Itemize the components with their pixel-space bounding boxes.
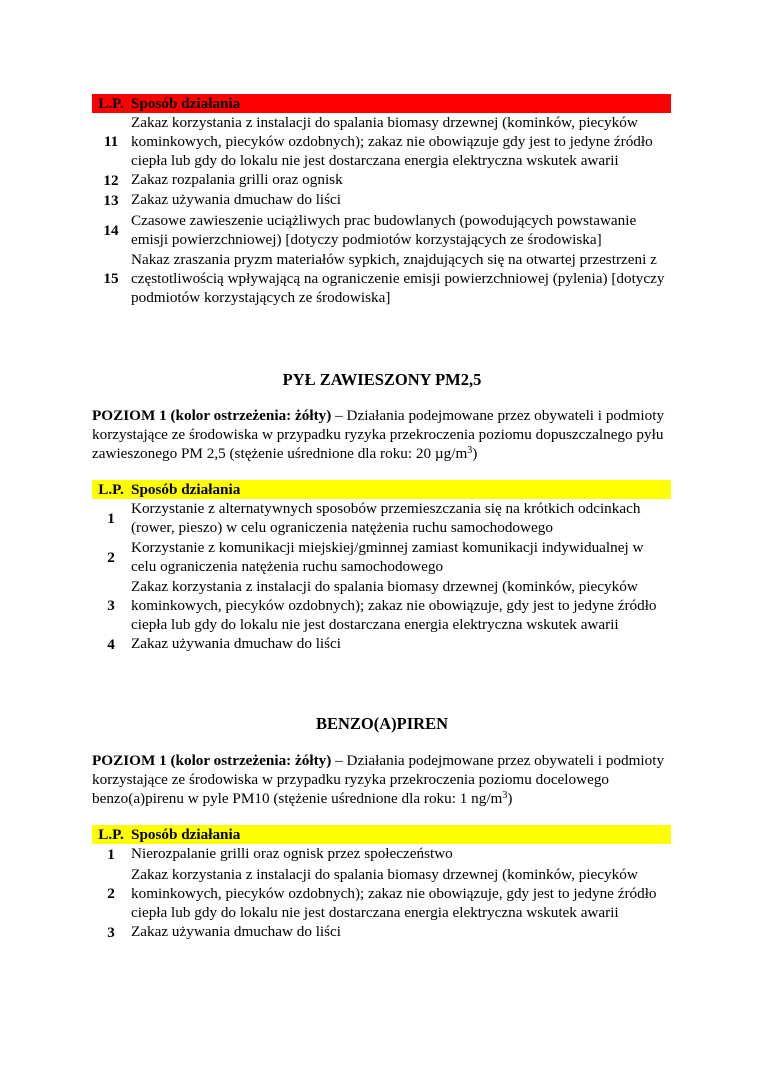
row-number: 3 (107, 924, 115, 941)
row-text: Nakaz zraszania pryzm materiałów sypkich, znajdujących się na otwartej przestrzeni z częstotliwością wpływającą na ograniczenie emisji powierzchniowej (pylenia) [dotyczy podmiotów korzystających ze środowiska] (131, 251, 665, 306)
row-number: 11 (103, 133, 119, 150)
measures-table-pm25 (92, 480, 671, 655)
section-heading-bap: BENZO(A)PIREN (315, 714, 448, 733)
table-header (92, 94, 671, 113)
level-label: POZIOM 1 (kolor ostrzeżenia: żółty) (92, 407, 332, 424)
table-row (92, 113, 671, 170)
unit-superscript: 3 (502, 790, 508, 801)
row-number: 1 (107, 846, 115, 863)
row-number: 3 (107, 597, 115, 614)
row-number: 4 (107, 636, 115, 653)
table-row (92, 170, 671, 190)
method-header: Sposób działania (131, 95, 241, 112)
row-text: Zakaz korzystania z instalacji do spalania biomasy drzewnej (kominków, piecyków kominkowych, piecyków ozdobnych); zakaz nie obowiązuje, gdy jest to jedyne źródło ciepła lub gdy do lokalu nie jest dostarczana energia elektryczna wskutek awarii (131, 578, 657, 633)
section-heading-pm25: PYŁ ZAWIESZONY PM2,5 (282, 370, 482, 389)
table-row (92, 211, 671, 250)
row-text: Zakaz używania dmuchaw do liści (131, 923, 342, 940)
row-text: Zakaz rozpalania grilli oraz ognisk (131, 171, 343, 188)
table-row (92, 865, 671, 922)
row-number: 14 (103, 222, 119, 239)
table-row (92, 844, 671, 865)
table-row (92, 577, 671, 634)
table-row (92, 250, 671, 307)
row-number: 13 (103, 192, 119, 209)
measures-table-red (92, 94, 671, 307)
level-text: – Działania podejmowane przez obywateli i podmioty korzystające ze środowiska w przypadku ryzyka przekroczenia poziomu dopuszczalnego pyłu zawieszonego PM 2,5 (stężenie uśrednione dla roku: 20 µg/m (92, 407, 665, 462)
measures-table-bap (92, 825, 671, 943)
table-row (92, 922, 671, 943)
table-row (92, 190, 671, 211)
row-number: 1 (107, 510, 115, 527)
lp-header: L.P. (98, 481, 124, 498)
method-header: Sposób działania (131, 481, 241, 498)
row-text: Zakaz korzystania z instalacji do spalania biomasy drzewnej (kominków, piecyków kominkowych, piecyków ozdobnych); zakaz nie obowiązuje, gdy jest to jedyne źródło ciepła lub gdy do lokalu nie jest dostarczana energia elektryczna wskutek awarii (131, 866, 657, 921)
row-number: 12 (103, 171, 119, 189)
level-text-end: ) (507, 790, 513, 807)
row-number: 2 (107, 885, 115, 902)
table-header (92, 825, 671, 844)
lp-header: L.P. (98, 826, 124, 843)
method-header: Sposób działania (131, 826, 241, 843)
row-text: Zakaz używania dmuchaw do liści (131, 191, 342, 208)
row-number: 2 (107, 549, 115, 566)
table-row (92, 538, 671, 577)
row-text: Zakaz używania dmuchaw do liści (131, 635, 342, 652)
lp-header: L.P. (98, 95, 124, 112)
row-text: Korzystanie z alternatywnych sposobów przemieszczania się na krótkich odcinkach (rower, pieszo) w celu ograniczenia natężenia ruchu samochodowego (131, 500, 641, 536)
table-row (92, 499, 671, 538)
level-description-pm25 (92, 406, 672, 463)
row-text: Korzystanie z komunikacji miejskiej/gminnej zamiast komunikacji indywidualnej w celu ograniczenia natężenia ruchu samochodowego (131, 539, 644, 575)
table-header (92, 480, 671, 499)
row-text: Zakaz korzystania z instalacji do spalania biomasy drzewnej (kominków, piecyków kominkowych, piecyków ozdobnych); zakaz nie obowiązuje gdy jest to jedyne źródło ciepła lub gdy do lokalu nie jest dostarczana energia elektryczna wskutek awarii (131, 114, 653, 169)
row-number: 15 (103, 270, 119, 287)
table-row (92, 634, 671, 655)
level-label: POZIOM 1 (kolor ostrzeżenia: żółty) (92, 752, 332, 769)
level-description-bap (92, 751, 672, 808)
level-text: – Działania podejmowane przez obywateli i podmioty korzystające ze środowiska w przypadku ryzyka przekroczenia poziomu docelowego benzo(a)pirenu w pyle PM10 (stężenie uśrednione dla roku: 1 ng/m (92, 752, 665, 807)
row-text: Czasowe zawieszenie uciążliwych prac budowlanych (powodujących powstawanie emisji powierzchniowej) [dotyczy podmiotów korzystających ze środowiska] (131, 212, 637, 248)
level-text-end: ) (472, 445, 478, 462)
unit-superscript: 3 (467, 445, 473, 456)
row-text: Nierozpalanie grilli oraz ognisk przez społeczeństwo (131, 845, 453, 862)
